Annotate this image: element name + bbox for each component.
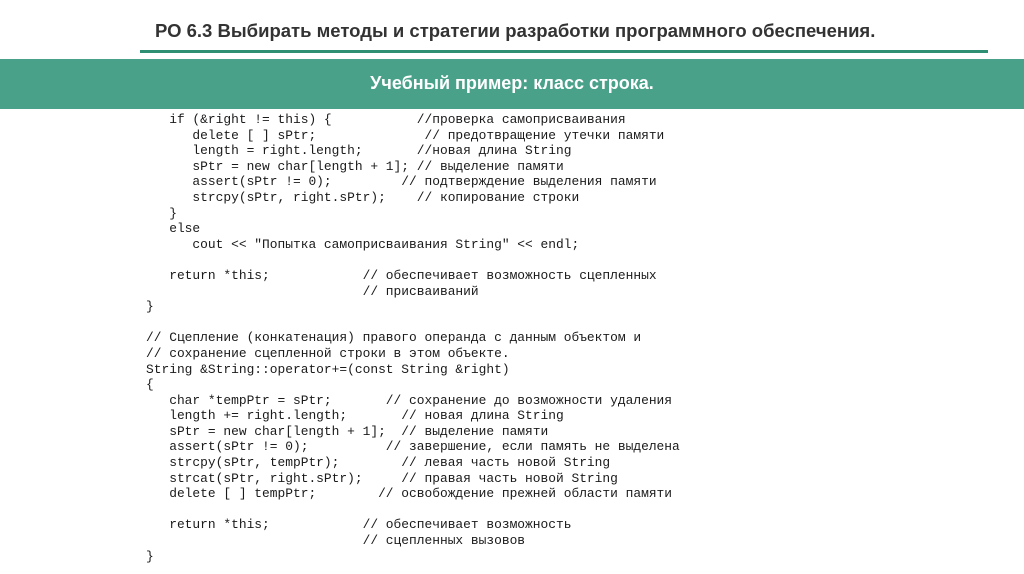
code-line: cout << "Попытка самоприсваивания String" << endl; [146,236,580,252]
code-line: { [146,377,154,393]
code-line: // Сцепление (конкатенация) правого операнда с данным объектом и [146,330,642,346]
code-line: delete [ ] tempPtr; // освобождение прежней области памяти [146,486,673,502]
code-line: return *this; // обеспечивает возможность [146,517,572,533]
code-line: // сцепленных вызовов [146,533,526,549]
code-line [146,252,680,268]
code-line: if (&right != this) { //проверка самоприсваивания [146,112,626,127]
code-line: assert(sPtr != 0); // подтверждение выделения памяти [146,174,657,190]
code-line: sPtr = new char[length + 1]; // выделение памяти [146,158,564,174]
section-banner [0,59,1024,109]
code-line: length = right.length; //новая длина String [146,143,572,159]
code-line: String &String::operator+=(const String &right) [146,361,510,377]
banner-title: Учебный пример: класс строка. [370,73,654,93]
code-line: return *this; // обеспечивает возможность сцепленных [146,267,657,283]
code-line: strcpy(sPtr, tempPtr); // левая часть новой String [146,455,611,471]
code-line: assert(sPtr != 0); // завершение, если память не выделена [146,439,680,455]
code-line: // сохранение сцепленной строки в этом объекте. [146,345,510,361]
title-underline [140,50,988,53]
page-title: РО 6.3 Выбирать методы и стратегии разработки программного обеспечения. [155,20,876,41]
code-line [146,315,680,331]
code-line: else [146,221,201,237]
code-line: } [146,548,154,564]
code-line: char *tempPtr = sPtr; // сохранение до возможности удаления [146,392,673,408]
code-line: delete [ ] sPtr; // предотвращение утечки памяти [146,127,665,143]
code-listing [146,112,680,564]
code-line: } [146,299,154,315]
code-line: strcpy(sPtr, right.sPtr); // копирование строки [146,189,580,205]
code-line: sPtr = new char[length + 1]; // выделение памяти [146,423,549,439]
code-line [146,502,680,518]
code-line: length += right.length; // новая длина String [146,408,564,424]
code-line: // присваиваний [146,283,479,299]
code-line: strcat(sPtr, right.sPtr); // правая часть новой String [146,470,618,486]
code-line: } [146,205,177,221]
